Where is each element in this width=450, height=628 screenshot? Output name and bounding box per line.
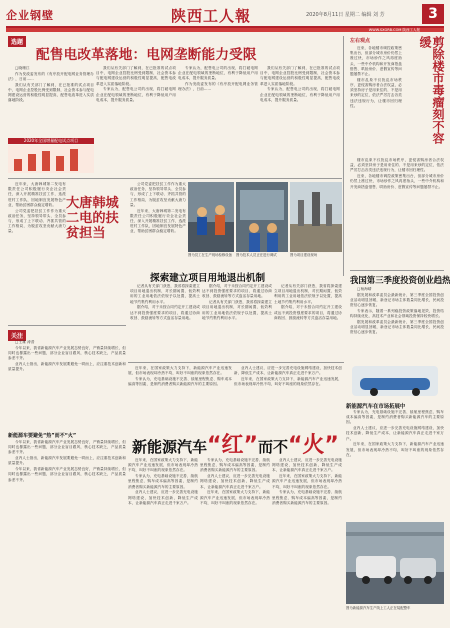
nev-intro: 近年来，在国家政策大力支持下，新能源汽车产业迅速发展，但市场表现却冷热不均，叫好不叫座的现象依然存在。 专家认为，充电基础设施不完善、续航里程焦虑、购车成本偏高等因素，是制约消费者购买新能源汽车的主要原因。 bbox=[128, 366, 232, 387]
header-strip-text: WWW.SXGRB.COM 陕西工人报 bbox=[368, 28, 420, 32]
lead-body-col4: 我们从有关部门了解到，在已批准的试点项目中，电网企业控股比例受到限制，社会资本参与配电网建设运营的积极性明显提高，配售电改革进入实质落地阶段。 专家认为，配售电公司的出现，将打破电网企业在配电领域的垄断地位，有利于降低用户用电成本，提升服务质量。 bbox=[260, 66, 340, 102]
commentary-headline: 剪除楼市毒瘤刻不容缓 bbox=[418, 36, 445, 144]
photo-site bbox=[290, 182, 342, 252]
photo-workers bbox=[188, 182, 234, 252]
nev-side-body: 专家认为，充电基础设施不完善、续航里程焦虑、购车成本偏高等因素，是制约消费者购买新能源汽车的主要原因。 业内人士建议，应进一步完善充电设施网络建设，加快技术创新，降低生产成本，让新能源汽车真正走进千家万户。 近年来，在国家政策大力支持下，新能源汽车产业迅速发展，但市场表现却冷热不均，叫好不叫座的现象依然存在。 bbox=[346, 410, 444, 457]
page-number: 3 bbox=[422, 4, 444, 24]
lead-body-col1: □晓珊江 作为发改委发布的《有序放开配电网业务管理办法》，日前…… 我们从有关部门了解到，在已批准的试点项目中，电网企业控股比例受到限制，社会资本参与配电网建设运营的积极性明显提高，配售电改革进入实质落地阶段。 bbox=[8, 66, 94, 103]
commentary-tag: 左右观点 bbox=[350, 38, 371, 44]
lead-headline: 配售电改革落地：电网垄断能力受限 bbox=[36, 47, 257, 63]
divider bbox=[8, 325, 126, 326]
nev-body-col1: 近年来，在国家政策大力支持下，新能源汽车产业迅速发展，但市场表现却冷热不均，叫好不叫座的现象依然存在。 专家认为，充电基础设施不完善、续航里程焦虑、购车成本偏高等因素，是制约消费者购买新能源汽车的主要原因。 业内人士建议，应进一步完善充电设施网络建设，加快技术创新，降低生产成本，让新能源汽车真正走进千家万户。 bbox=[128, 458, 198, 505]
divider bbox=[350, 270, 444, 271]
nev-body-col3: 业内人士建议，应进一步完善充电设施网络建设，加快技术创新，降低生产成本，让新能源汽车真正走进千家万户。 近年来，在国家政策大力支持下，新能源汽车产业迅速发展，但市场表现却冷热不均，叫好不叫座的现象依然存在。 专家认为，充电基础设施不完善、续航里程焦虑、购车成本偏高等因素，是制约消费者购买新能源汽车的主要原因。 bbox=[272, 458, 342, 505]
photo-assembly-line bbox=[346, 522, 444, 604]
masthead bbox=[6, 4, 444, 28]
commentary-body-a: 近来，各地楼市调控政策密集出台，但部分城市房价仍然上涨过快，市场炒作之风再度抬头，一些中介机构和开发商捂盘惜售、哄抬房价、虚假宣传等问题屡禁不止。 楼市乱象不仅扰乱市场秩序，更侵害购房者合法权益，必须坚持房子是用来住的、不是用来炒的定位，依法严厉打击各类违法违规行为，让楼市回归理性。 bbox=[350, 46, 402, 108]
exit-body-col1: 记者从有关部门获悉，我省将探索建立项目用地退出机制，对长期闲置、低效利用的工业用地依法依规予以处置，提高土地节约集约利用水平。 据介绍，对于未按合同约定开工建设或达不到投资强度要求的项目，将通过协商收回、鼓励流转等方式盘活存量用地。 bbox=[130, 284, 200, 320]
nev-headline: 新能源汽车“红”而不“火” bbox=[132, 433, 339, 458]
commentary-body-b: 楼市乱象不仅扰乱市场秩序，更侵害购房者合法权益，必须坚持房子是用来住的、不是用来炒的定位，依法严厉打击各类违法违规行为，让楼市回归理性。 近来，各地楼市调控政策密集出台，但部分城市房价仍然上涨过快，市场炒作之风再度抬头，一些中介机构和开发商捂盘惜售、哄抬房价、虚假宣传等问题屡禁不止。 bbox=[350, 158, 444, 189]
divider bbox=[128, 362, 344, 363]
exit-headline: 探索建立项目用地退出机制 bbox=[150, 273, 266, 284]
photo1-caption: 图为员工在生产现场检修设备 bbox=[188, 253, 233, 257]
nev-photo-caption: 图为新能源汽车生产线上工人正在装配整车 bbox=[346, 606, 411, 610]
energy-headline: 我国第三季度投资创业趋热 bbox=[350, 275, 450, 285]
exit-body-col2: 据介绍，对于未按合同约定开工建设或达不到投资强度要求的项目，将通过协商收回、鼓励流转等方式盘活存量用地。 记者从有关部门获悉，我省将探索建立项目用地退出机制，对长期闲置、低效利用的工业用地依法依规予以处置，提高土地节约集约利用水平。 bbox=[202, 284, 272, 320]
nev-intro-b: 业内人士建议，应进一步完善充电设施网络建设，加快技术创新，降低生产成本，让新能源汽车真正走进千家万户。 近年来，在国家政策大力支持下，新能源汽车产业迅速发展，但市场表现却冷热不均，叫好不叫座的现象依然存在。 bbox=[234, 366, 342, 387]
lead-byline: □晓珊江 bbox=[15, 66, 30, 70]
feature-body-col2: 公司党委把扶贫工作作为重大政治任务，坚持领导带头、全员参与，形成了上下联动、齐抓共管的工作格局，为脱贫攻坚贡献大唐力量。 近年来，大唐韩城第二发电有限责任公司积极履行央企社会责任，深入开展精准扶贫工作，选派驻村工作队，因地制宜发展特色产业，帮助贫困群众稳定增收。 bbox=[130, 182, 186, 234]
nev-side-headline: 新能源汽车在市场拓展中 bbox=[346, 404, 406, 410]
feature-headline: 大唐韩城二电的扶贫担当 bbox=[66, 196, 119, 241]
bar-graphic-icon bbox=[8, 145, 94, 173]
nev-body-col2: 专家认为，充电基础设施不完善、续航里程焦虑、购车成本偏高等因素，是制约消费者购买新能源汽车的主要原因。 业内人士建议，应进一步完善充电设施网络建设，加快技术创新，降低生产成本，让新能源汽车真正走进千家万户。 近年来，在国家政策大力支持下，新能源汽车产业迅速发展，但市场表现却冷热不均，叫好不叫座的现象依然存在。 bbox=[200, 458, 270, 505]
guan-tag: 关注 bbox=[8, 330, 26, 341]
feature-body-col1: 近年来，大唐韩城第二发电有限责任公司积极履行央企社会责任，深入开展精准扶贫工作，选派驻村工作队，因地制宜发展特色产业，帮助贫困群众稳定增收。 公司党委把扶贫工作作为重大政治任务，坚持领导带头、全员参与，形成了上下联动、齐抓共管的工作格局，为脱贫攻坚贡献大唐力量。 bbox=[8, 182, 66, 234]
lead-box-figure bbox=[8, 145, 94, 173]
guan-subhead: 新能源车要避免“热”而不“火” bbox=[8, 433, 77, 439]
photo3-caption: 图为项目建设现场 bbox=[290, 253, 318, 257]
divider bbox=[8, 178, 342, 179]
photo-technicians bbox=[236, 182, 288, 252]
divider bbox=[343, 36, 344, 276]
energy-body: □杨海晴 据发展和改革委员会最新统计，第三季度全国投资创业活动明显回暖，新登记市场主体数量同比增长，民间投资信心逐步恢复。 专家表示，随着一系列稳投资政策落地见效，投资结构持续优化，高技术产业和社会领域投资保持较快增长。 据发展和改革委员会最新统计，第三季度全国投资创业活动明显回暖，新登记市场主体数量同比增长，民间投资信心逐步恢复。 bbox=[350, 287, 444, 335]
lead-body-col2: 我们从有关部门了解到，在已批准的试点项目中，电网企业控股比例受到限制，社会资本参与配电网建设运营的积极性明显提高，配售电改革进入实质落地阶段。 专家认为，配售电公司的出现，将打破电网企业在配电领域的垄断地位，有利于降低用户用电成本，提升服务质量。 bbox=[96, 66, 176, 102]
lead-box-title: 2020年全国增量配电试点项目 bbox=[8, 138, 94, 144]
section-title: 企业钢壁 bbox=[6, 9, 54, 22]
lead-tag: 选题 bbox=[8, 36, 26, 47]
exit-body-col3: 记者从有关部门获悉，我省将探索建立项目用地退出机制，对长期闲置、低效利用的工业用地依法依规予以处置，提高土地节约集约利用水平。 据介绍，对于未按合同约定开工建设或达不到投资强度要求的项目，将通过协商收回、鼓励流转等方式盘活存量用地。 bbox=[274, 284, 342, 320]
guan-body: □王雄 涛普 今年以来，我省新能源汽车产业发展态势良好，产销量持续增长，但同时也暴露出一些问题，部分企业盲目跟风，核心技术缺乏，产品质量参差不齐。 业内人士指出，新能源汽车发展要避免一哄而上，应注重技术创新和质量提升。 bbox=[8, 340, 126, 372]
issue-meta: 2020年8月11日 星期二 编辑 刘 芳 bbox=[306, 12, 385, 18]
photo2-caption: 图为技术人员正在进行调试 bbox=[236, 253, 277, 257]
lead-body-col3: 专家认为，配售电公司的出现，将打破电网企业在配电领域的垄断地位，有利于降低用户用电成本，提升服务质量。 作为发改委发布的《有序放开配电网业务管理办法》，日前…… bbox=[178, 66, 258, 92]
photo-car-badge bbox=[346, 360, 444, 400]
guan-body-b: 今年以来，我省新能源汽车产业发展态势良好，产销量持续增长，但同时也暴露出一些问题，部分企业盲目跟风，核心技术缺乏，产品质量参差不齐。 业内人士指出，新能源汽车发展要避免一哄而上，应注重技术创新和质量提升。 今年以来，我省新能源汽车产业发展态势良好，产销量持续增长，但同时也暴露出一些问题，部分企业盲目跟风，核心技术缺乏，产品质量参差不齐。 bbox=[8, 440, 126, 482]
paper-logo: 陕西工人報 bbox=[171, 7, 252, 25]
